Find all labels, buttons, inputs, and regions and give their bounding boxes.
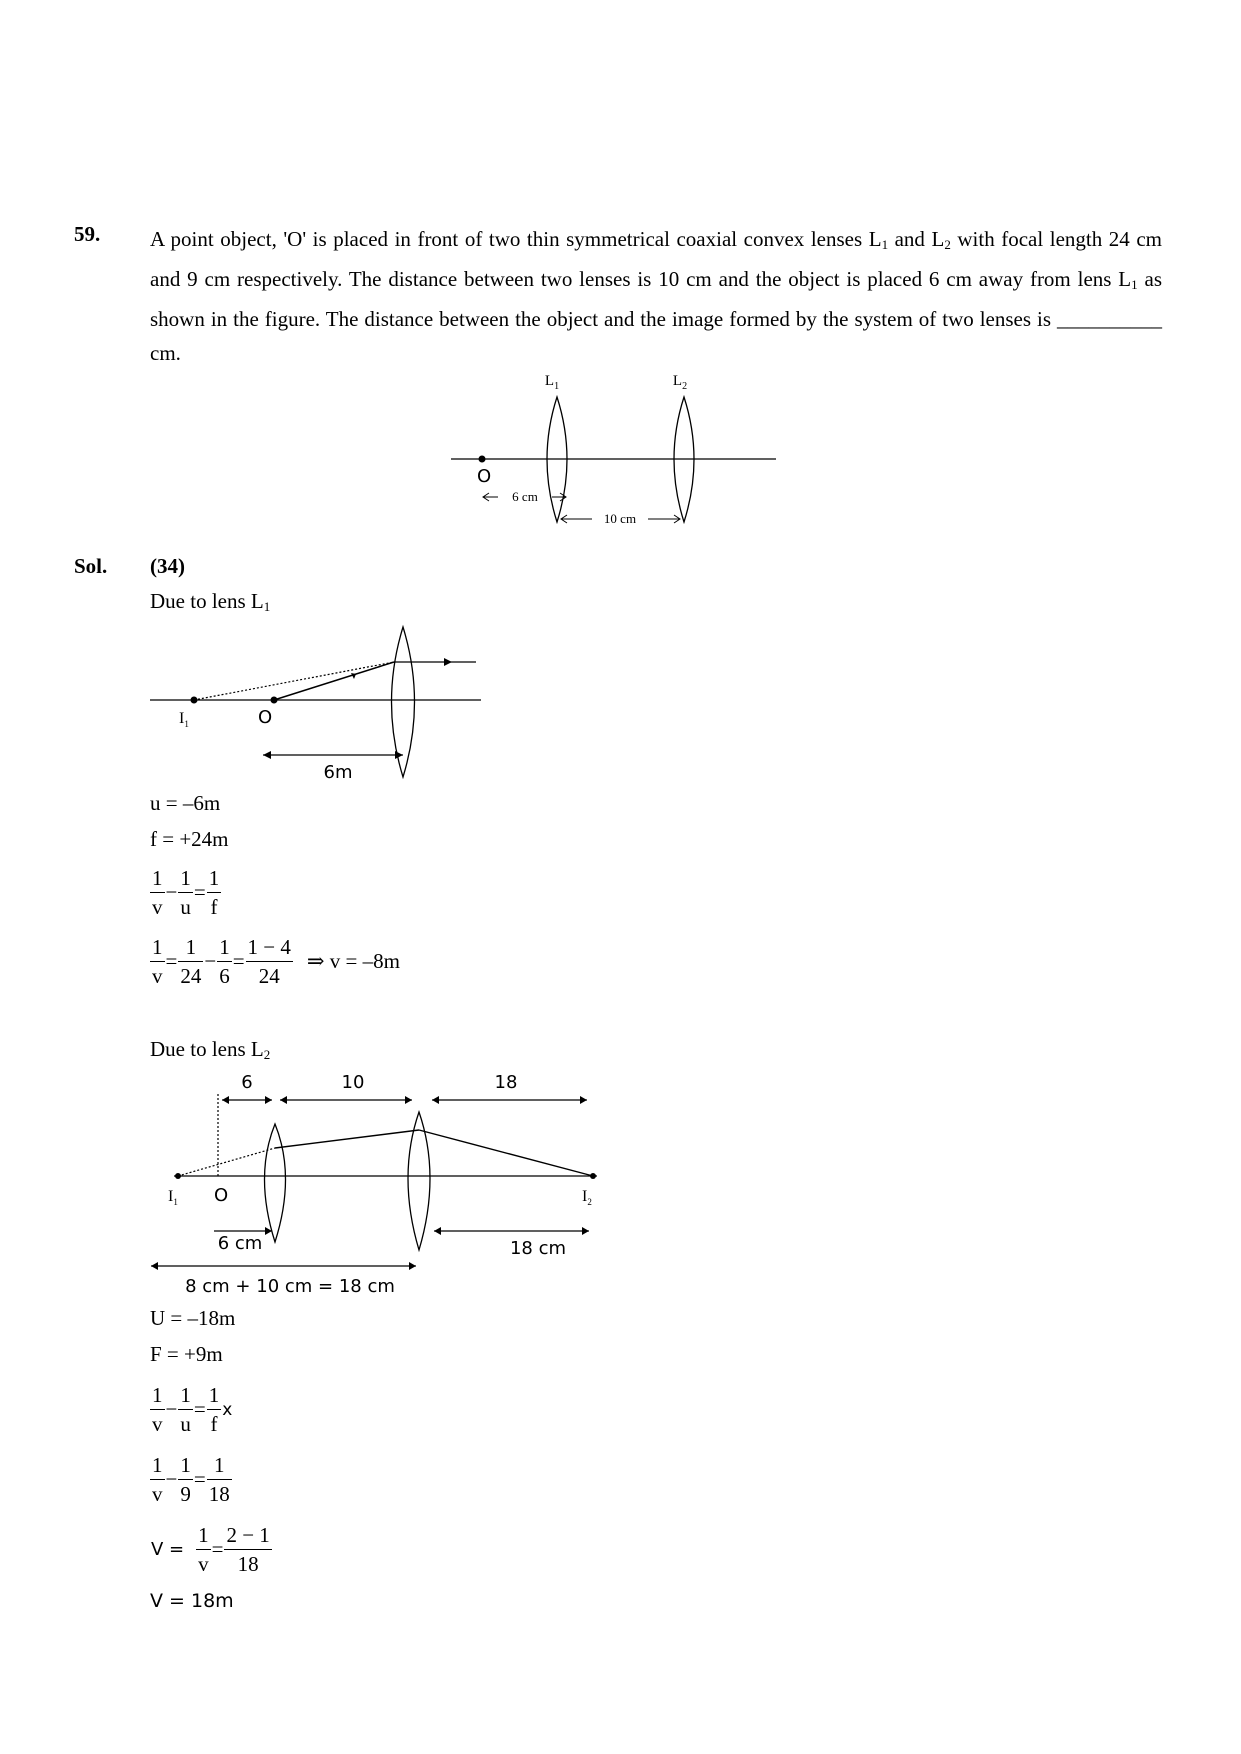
numerator: 1 bbox=[196, 1521, 211, 1550]
question-text bbox=[150, 222, 1162, 370]
denominator: u bbox=[180, 1412, 191, 1436]
incident-ray bbox=[274, 662, 394, 700]
v-calculation bbox=[150, 1521, 272, 1578]
heading-text: Due to lens L bbox=[150, 589, 264, 613]
arrow-head bbox=[444, 658, 452, 666]
lens-l1 bbox=[265, 1124, 286, 1242]
denominator: u bbox=[180, 895, 191, 919]
refracted-ray bbox=[419, 1130, 593, 1176]
question-text-part: with focal length 24 cm and 9 cm respectively. The distance between two lenses is 10 cm and the object is placed 6 cm away from lens L bbox=[150, 227, 1163, 291]
arrow-head bbox=[265, 1096, 272, 1104]
object-label: O bbox=[214, 1185, 229, 1206]
lens2-calculation bbox=[150, 1451, 232, 1508]
operator: = bbox=[165, 949, 178, 973]
subscript: 1 bbox=[173, 1197, 178, 1207]
question-text-part: as shown in the figure. The distance between the object and the image formed by the system of two lenses is __________ cm. bbox=[150, 267, 1162, 365]
bottom-dist-6cm: 6 cm bbox=[217, 1233, 263, 1254]
numerator: 1 bbox=[150, 1451, 165, 1480]
denominator: 24 bbox=[258, 964, 280, 988]
operator: = bbox=[232, 949, 245, 973]
operator: = bbox=[211, 1537, 224, 1561]
arrow-head bbox=[222, 1096, 229, 1104]
arrow-head bbox=[409, 1262, 416, 1270]
heading-text: Due to lens L bbox=[150, 1037, 264, 1061]
arrow-head bbox=[395, 751, 403, 759]
F-value: F = +9m bbox=[150, 1342, 223, 1366]
question-number: 59. bbox=[74, 222, 101, 246]
operator: = bbox=[193, 1397, 206, 1421]
arrow-head bbox=[580, 1096, 587, 1104]
top-dist-18: 18 bbox=[494, 1072, 518, 1093]
distance-label: 6m bbox=[323, 762, 353, 783]
arrow-head bbox=[432, 1096, 439, 1104]
denominator: v bbox=[152, 1482, 163, 1506]
U-value: U = –18m bbox=[150, 1306, 236, 1330]
arrow-head bbox=[405, 1096, 412, 1104]
top-dist-10: 10 bbox=[341, 1072, 365, 1093]
lhs: V = bbox=[151, 1539, 185, 1560]
solution-label: Sol. bbox=[74, 554, 108, 578]
numerator: 1 bbox=[207, 1451, 232, 1480]
lens-formula-2 bbox=[150, 1381, 233, 1438]
subscript: 1 bbox=[184, 719, 189, 729]
question-text-part: and L bbox=[888, 227, 945, 251]
subscript: 2 bbox=[263, 1047, 271, 1062]
numerator: 1 bbox=[178, 1381, 193, 1410]
numerator: 1 bbox=[178, 1451, 193, 1480]
object-label: O bbox=[258, 707, 273, 728]
arrow-head bbox=[434, 1227, 441, 1235]
operator: − bbox=[165, 1467, 178, 1491]
numerator: 2 − 1 bbox=[224, 1521, 271, 1550]
result: ⇒ v = –8m bbox=[306, 949, 400, 973]
denominator: 24 bbox=[180, 964, 202, 988]
numerator: 1 bbox=[150, 1381, 165, 1410]
image-label: I bbox=[179, 710, 185, 727]
top-dist-6: 6 bbox=[241, 1072, 253, 1093]
numerator: 1 bbox=[207, 1381, 222, 1410]
lens1-calculation bbox=[150, 933, 401, 990]
subscript: 1 bbox=[554, 381, 560, 392]
lens1-label: L bbox=[544, 373, 555, 389]
question-text-part: A point object, 'O' is placed in front of two thin symmetrical coaxial convex lenses L bbox=[150, 227, 882, 251]
arrow-head bbox=[151, 1262, 158, 1270]
svg-text:I1 bbox=[168, 1188, 178, 1207]
denominator: v bbox=[198, 1552, 209, 1576]
u-value: u = –6m bbox=[150, 791, 221, 815]
subscript: 2 bbox=[944, 237, 951, 252]
f-value: f = +24m bbox=[150, 827, 229, 851]
subscript: 1 bbox=[1131, 277, 1138, 292]
tail-mark: x bbox=[222, 1399, 233, 1420]
subscript: 1 bbox=[881, 237, 889, 252]
object-point bbox=[479, 456, 486, 463]
denominator: f bbox=[210, 1412, 218, 1436]
subscript: 1 bbox=[263, 599, 271, 614]
part1-heading bbox=[150, 589, 270, 615]
numerator: 1 bbox=[178, 933, 203, 962]
numerator: 1 bbox=[150, 933, 165, 962]
arrow-head bbox=[582, 1227, 589, 1235]
part2-heading bbox=[150, 1037, 270, 1063]
lens1-ray-figure bbox=[148, 622, 488, 787]
virtual-ray bbox=[178, 1148, 275, 1176]
object-label: O bbox=[477, 466, 492, 487]
numerator: 1 bbox=[150, 864, 165, 893]
image1-label: I bbox=[168, 1188, 174, 1205]
arrow-head bbox=[280, 1096, 287, 1104]
numerator: 1 bbox=[217, 933, 232, 962]
lens-formula bbox=[150, 864, 221, 921]
lens2-ray-figure bbox=[148, 1068, 618, 1298]
final-answer: V = 18m bbox=[150, 1590, 234, 1612]
dist-6cm-label: 6 cm bbox=[512, 489, 538, 504]
svg-text:L2 bbox=[673, 373, 687, 392]
numerator: 1 − 4 bbox=[246, 933, 293, 962]
svg-text:L1 bbox=[545, 373, 559, 392]
operator: − bbox=[165, 1397, 178, 1421]
lens2-label: L bbox=[672, 373, 683, 389]
operator: = bbox=[193, 1467, 206, 1491]
denominator: 18 bbox=[208, 1482, 230, 1506]
svg-text:I2 bbox=[582, 1188, 592, 1207]
dist-10cm-label: 10 cm bbox=[603, 511, 637, 526]
denominator: 9 bbox=[180, 1482, 191, 1506]
ray-between-lenses bbox=[275, 1130, 419, 1148]
two-lens-figure bbox=[440, 362, 790, 537]
denominator: 18 bbox=[237, 1552, 259, 1576]
denominator: v bbox=[152, 895, 163, 919]
numerator: 1 bbox=[207, 864, 222, 893]
image2-label: I bbox=[582, 1188, 588, 1205]
sum-label: 8 cm + 10 cm = 18 cm bbox=[185, 1276, 395, 1297]
numerator: 1 bbox=[178, 864, 193, 893]
denominator: v bbox=[152, 964, 163, 988]
bottom-dist-18cm: 18 cm bbox=[509, 1238, 567, 1259]
denominator: v bbox=[152, 1412, 163, 1436]
operator: − bbox=[165, 880, 178, 904]
denominator: 6 bbox=[219, 964, 230, 988]
denominator: f bbox=[210, 895, 218, 919]
solution-answer: (34) bbox=[150, 554, 185, 578]
subscript: 2 bbox=[587, 1197, 592, 1207]
subscript: 2 bbox=[682, 381, 688, 392]
svg-text:I1 bbox=[179, 710, 189, 729]
arrow-head bbox=[263, 751, 271, 759]
operator: − bbox=[204, 949, 217, 973]
operator: = bbox=[193, 880, 206, 904]
